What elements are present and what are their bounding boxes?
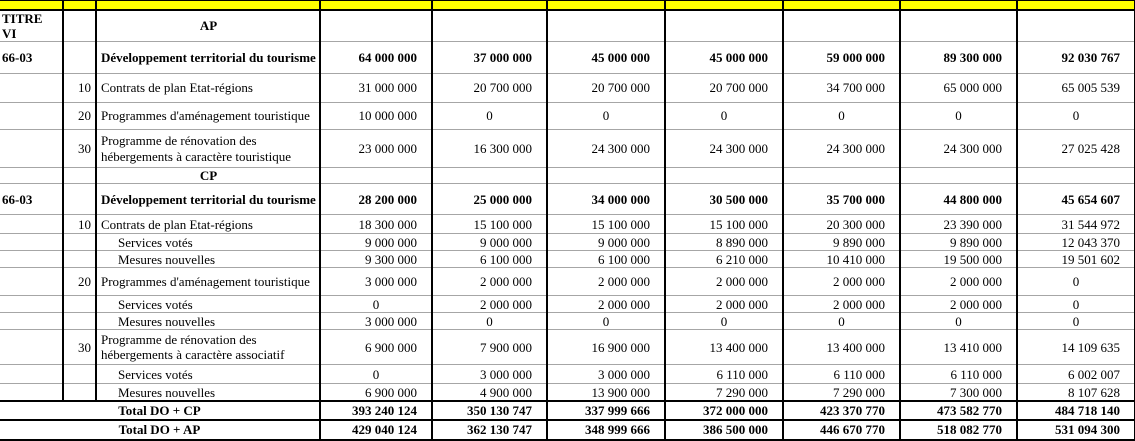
total-label-cell: Total DO + AP — [0, 420, 320, 440]
value-cell: 0 — [1017, 313, 1135, 330]
chapter-code-cell — [0, 168, 63, 184]
line-code-cell — [63, 10, 96, 42]
label-cell: Mesures nouvelles — [96, 313, 320, 330]
value-cell: 28 200 000 — [320, 184, 432, 215]
total-value-cell: 429 040 124 — [320, 420, 432, 440]
total-value-cell: 484 718 140 — [1017, 401, 1135, 420]
value-cell — [1017, 10, 1135, 42]
value-cell: 0 — [320, 296, 432, 313]
value-cell — [783, 168, 900, 184]
value-cell: 13 400 000 — [783, 330, 900, 365]
line-code-cell — [63, 365, 96, 384]
total-value-cell: 386 500 000 — [665, 420, 783, 440]
total-value-cell: 393 240 124 — [320, 401, 432, 420]
value-cell — [320, 168, 432, 184]
total-value-cell: 362 130 747 — [432, 420, 547, 440]
value-cell: 3 000 000 — [320, 313, 432, 330]
budget-line-row — [0, 74, 1135, 103]
value-cell — [665, 168, 783, 184]
value-cell: 6 100 000 — [547, 251, 665, 268]
value-cell: 64 000 000 — [320, 42, 432, 74]
value-cell — [432, 168, 547, 184]
value-cell: 0 — [1017, 268, 1135, 296]
value-cell: 9 000 000 — [320, 234, 432, 251]
line-code-cell — [63, 234, 96, 251]
total-value-cell: 348 999 666 — [547, 420, 665, 440]
band-cell — [63, 1, 96, 10]
value-cell: 24 300 000 — [900, 130, 1017, 168]
value-cell: 3 000 000 — [320, 268, 432, 296]
sub-line-row — [0, 296, 1135, 313]
value-cell: 15 100 000 — [432, 215, 547, 234]
value-cell: 89 300 000 — [900, 42, 1017, 74]
value-cell: 19 501 602 — [1017, 251, 1135, 268]
line-code-cell: 10 — [63, 74, 96, 103]
value-cell: 24 300 000 — [783, 130, 900, 168]
value-cell: 31 544 972 — [1017, 215, 1135, 234]
label-cell: Contrats de plan Etat-régions — [96, 74, 320, 103]
budget-table-body — [0, 1, 1135, 440]
value-cell: 13 400 000 — [665, 330, 783, 365]
value-cell: 20 300 000 — [783, 215, 900, 234]
budget-line-row — [0, 215, 1135, 234]
value-cell: 9 890 000 — [783, 234, 900, 251]
value-cell: 34 700 000 — [783, 74, 900, 103]
sub-line-row — [0, 234, 1135, 251]
value-cell: 9 000 000 — [547, 234, 665, 251]
chapter-code-cell — [0, 296, 63, 313]
line-code-cell: 30 — [63, 130, 96, 168]
value-cell: 34 000 000 — [547, 184, 665, 215]
total-value-cell: 423 370 770 — [783, 401, 900, 420]
total-row — [0, 401, 1135, 420]
total-value-cell: 372 000 000 — [665, 401, 783, 420]
value-cell: 0 — [432, 103, 547, 130]
value-cell: 6 100 000 — [432, 251, 547, 268]
chapter-code-cell — [0, 330, 63, 365]
value-cell: 18 300 000 — [320, 215, 432, 234]
value-cell: 13 410 000 — [900, 330, 1017, 365]
value-cell: 6 110 000 — [665, 365, 783, 384]
value-cell — [665, 10, 783, 42]
band-cell — [900, 1, 1017, 10]
chapter-code-cell — [0, 74, 63, 103]
label-cell: Contrats de plan Etat-régions — [96, 215, 320, 234]
band-cell — [432, 1, 547, 10]
value-cell: 45 000 000 — [665, 42, 783, 74]
label-cell: Services votés — [96, 234, 320, 251]
chapter-code-cell — [0, 234, 63, 251]
label-cell: Services votés — [96, 296, 320, 313]
label-cell: Mesures nouvelles — [96, 384, 320, 401]
value-cell: 2 000 000 — [900, 296, 1017, 313]
value-cell: 6 110 000 — [900, 365, 1017, 384]
line-code-cell — [63, 313, 96, 330]
budget-line-row — [0, 103, 1135, 130]
value-cell: 6 210 000 — [665, 251, 783, 268]
label-cell: Services votés — [96, 365, 320, 384]
line-code-cell — [63, 384, 96, 401]
label-cell: Programme de rénovation des hébergements à caractère touristique — [96, 130, 320, 168]
value-cell: 0 — [320, 365, 432, 384]
value-cell: 7 300 000 — [900, 384, 1017, 401]
label-cell: Développement territorial du tourisme — [96, 42, 320, 74]
value-cell: 20 700 000 — [547, 74, 665, 103]
value-cell: 65 005 539 — [1017, 74, 1135, 103]
total-row — [0, 420, 1135, 440]
value-cell: 45 000 000 — [547, 42, 665, 74]
value-cell: 2 000 000 — [432, 296, 547, 313]
value-cell: 3 000 000 — [547, 365, 665, 384]
line-code-cell — [63, 296, 96, 313]
value-cell: 8 107 628 — [1017, 384, 1135, 401]
value-cell: 0 — [783, 103, 900, 130]
value-cell: 16 300 000 — [432, 130, 547, 168]
value-cell: 37 000 000 — [432, 42, 547, 74]
total-value-cell: 518 082 770 — [900, 420, 1017, 440]
value-cell — [900, 168, 1017, 184]
band-cell — [783, 1, 900, 10]
value-cell: 59 000 000 — [783, 42, 900, 74]
value-cell: 2 000 000 — [665, 296, 783, 313]
value-cell: 7 900 000 — [432, 330, 547, 365]
value-cell — [547, 168, 665, 184]
value-cell — [1017, 168, 1135, 184]
line-code-cell: 20 — [63, 103, 96, 130]
budget-line-row — [0, 268, 1135, 296]
line-code-cell — [63, 42, 96, 74]
value-cell: 15 100 000 — [665, 215, 783, 234]
value-cell: 20 700 000 — [665, 74, 783, 103]
value-cell: 2 000 000 — [783, 296, 900, 313]
line-code-cell: 20 — [63, 268, 96, 296]
total-value-cell: 350 130 747 — [432, 401, 547, 420]
value-cell: 65 000 000 — [900, 74, 1017, 103]
section-header-row — [0, 10, 1135, 42]
value-cell — [900, 10, 1017, 42]
value-cell: 16 900 000 — [547, 330, 665, 365]
label-cell: AP — [96, 10, 320, 42]
chapter-code-cell: 66-03 — [0, 42, 63, 74]
chapter-code-cell: TITRE VI — [0, 10, 63, 42]
value-cell: 20 700 000 — [432, 74, 547, 103]
line-code-cell — [63, 184, 96, 215]
value-cell: 9 890 000 — [900, 234, 1017, 251]
value-cell: 2 000 000 — [665, 268, 783, 296]
total-value-cell: 531 094 300 — [1017, 420, 1135, 440]
value-cell: 6 110 000 — [783, 365, 900, 384]
chapter-code-cell: 66-03 — [0, 184, 63, 215]
value-cell: 0 — [547, 103, 665, 130]
value-cell: 7 290 000 — [665, 384, 783, 401]
label-cell: Mesures nouvelles — [96, 251, 320, 268]
value-cell: 6 900 000 — [320, 384, 432, 401]
value-cell: 7 290 000 — [783, 384, 900, 401]
value-cell — [547, 10, 665, 42]
value-cell: 2 000 000 — [900, 268, 1017, 296]
value-cell: 10 000 000 — [320, 103, 432, 130]
value-cell: 14 109 635 — [1017, 330, 1135, 365]
band-cell — [96, 1, 320, 10]
value-cell: 3 000 000 — [432, 365, 547, 384]
value-cell: 4 900 000 — [432, 384, 547, 401]
label-cell: Programmes d'aménagement touristique — [96, 268, 320, 296]
value-cell: 0 — [900, 313, 1017, 330]
value-cell: 10 410 000 — [783, 251, 900, 268]
value-cell: 0 — [1017, 296, 1135, 313]
value-cell — [432, 10, 547, 42]
value-cell: 12 043 370 — [1017, 234, 1135, 251]
value-cell: 2 000 000 — [547, 296, 665, 313]
value-cell: 0 — [783, 313, 900, 330]
line-code-cell — [63, 251, 96, 268]
value-cell: 25 000 000 — [432, 184, 547, 215]
sub-line-row — [0, 251, 1135, 268]
value-cell: 44 800 000 — [900, 184, 1017, 215]
value-cell: 9 000 000 — [432, 234, 547, 251]
chapter-title-row — [0, 42, 1135, 74]
value-cell: 8 890 000 — [665, 234, 783, 251]
value-cell: 15 100 000 — [547, 215, 665, 234]
total-label-cell: Total DO + CP — [0, 401, 320, 420]
value-cell: 2 000 000 — [432, 268, 547, 296]
label-cell: CP — [96, 168, 320, 184]
total-value-cell: 446 670 770 — [783, 420, 900, 440]
value-cell: 19 500 000 — [900, 251, 1017, 268]
chapter-code-cell — [0, 103, 63, 130]
value-cell: 2 000 000 — [547, 268, 665, 296]
chapter-code-cell — [0, 313, 63, 330]
value-cell: 13 900 000 — [547, 384, 665, 401]
value-cell: 24 300 000 — [665, 130, 783, 168]
label-cell: Programmes d'aménagement touristique — [96, 103, 320, 130]
label-cell: Programme de rénovation des hébergements à caractère associatif — [96, 330, 320, 365]
value-cell: 31 000 000 — [320, 74, 432, 103]
budget-line-row — [0, 330, 1135, 365]
value-cell: 24 300 000 — [547, 130, 665, 168]
value-cell: 45 654 607 — [1017, 184, 1135, 215]
value-cell: 35 700 000 — [783, 184, 900, 215]
value-cell: 23 390 000 — [900, 215, 1017, 234]
value-cell: 0 — [665, 313, 783, 330]
value-cell: 0 — [900, 103, 1017, 130]
value-cell: 92 030 767 — [1017, 42, 1135, 74]
value-cell — [320, 10, 432, 42]
value-cell: 0 — [665, 103, 783, 130]
chapter-code-cell — [0, 365, 63, 384]
sub-line-row — [0, 365, 1135, 384]
label-cell: Développement territorial du tourisme — [96, 184, 320, 215]
value-cell: 27 025 428 — [1017, 130, 1135, 168]
chapter-code-cell — [0, 130, 63, 168]
chapter-code-cell — [0, 268, 63, 296]
value-cell: 0 — [1017, 103, 1135, 130]
chapter-title-row — [0, 184, 1135, 215]
value-cell: 23 000 000 — [320, 130, 432, 168]
chapter-code-cell — [0, 251, 63, 268]
value-cell: 6 900 000 — [320, 330, 432, 365]
chapter-code-cell — [0, 384, 63, 401]
value-cell: 0 — [432, 313, 547, 330]
sub-line-row — [0, 313, 1135, 330]
value-cell: 2 000 000 — [783, 268, 900, 296]
value-cell: 9 300 000 — [320, 251, 432, 268]
total-value-cell: 473 582 770 — [900, 401, 1017, 420]
value-cell: 6 002 007 — [1017, 365, 1135, 384]
sub-line-row — [0, 384, 1135, 401]
band-cell — [0, 1, 63, 10]
budget-line-row — [0, 130, 1135, 168]
line-code-cell — [63, 168, 96, 184]
value-cell: 0 — [547, 313, 665, 330]
value-cell — [783, 10, 900, 42]
band-cell — [1017, 1, 1135, 10]
value-cell: 30 500 000 — [665, 184, 783, 215]
line-code-cell: 30 — [63, 330, 96, 365]
total-value-cell: 337 999 666 — [547, 401, 665, 420]
band-cell — [320, 1, 432, 10]
band-cell — [547, 1, 665, 10]
chapter-code-cell — [0, 215, 63, 234]
yellow-band-row — [0, 1, 1135, 10]
band-cell — [665, 1, 783, 10]
section-header-row — [0, 168, 1135, 184]
line-code-cell: 10 — [63, 215, 96, 234]
